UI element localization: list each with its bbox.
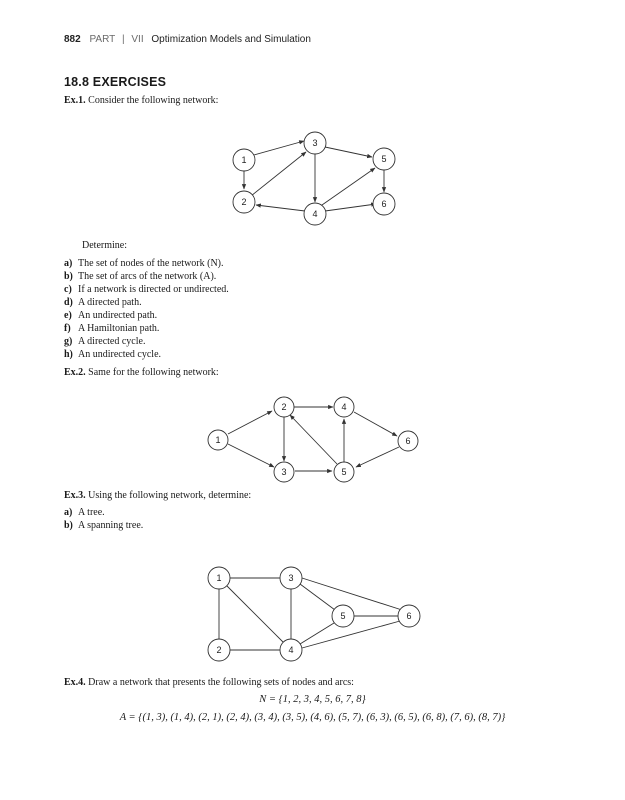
ex3-item-a: a) A tree. [64, 507, 105, 518]
part-label: PART [89, 34, 116, 45]
ex1-determine: Determine: [82, 240, 127, 251]
ex1-node-5 [373, 148, 395, 170]
ex2-prompt [64, 367, 219, 378]
svg-text:1: 1 [241, 155, 247, 165]
ex3-prompt [64, 490, 251, 501]
ex3-edge-3-5 [300, 584, 335, 610]
ex1-node-4 [304, 203, 326, 225]
svg-text:5: 5 [340, 611, 346, 621]
ex3-text: Using the following network, determine: [85, 490, 252, 501]
ex1-item-a: a) The set of nodes of the network (N). [64, 258, 224, 269]
ex1-node-1 [233, 149, 255, 171]
ex2-arc-5-2 [290, 415, 337, 464]
ex2-node-5 [334, 462, 354, 482]
svg-text:3: 3 [281, 467, 287, 477]
section-title: 18.8 EXERCISES [64, 75, 167, 89]
ex2-node-4 [334, 397, 354, 417]
ex2-node-2 [274, 397, 294, 417]
ex1-text: Consider the following network: [85, 95, 219, 106]
ex4-label: Ex.4. [64, 677, 86, 688]
svg-text:2: 2 [281, 402, 287, 412]
svg-text:1: 1 [215, 435, 221, 445]
svg-text:6: 6 [406, 611, 412, 621]
ex3-node-3 [280, 567, 302, 589]
svg-text:5: 5 [341, 467, 347, 477]
svg-text:1: 1 [216, 573, 222, 583]
ex1-item-f: f) A Hamiltonian path. [64, 323, 160, 334]
ex1-node-2 [233, 191, 255, 213]
ex1-arc-2-3 [251, 152, 306, 196]
ex1-label: Ex.1. [64, 95, 86, 106]
ex3-label: Ex.3. [64, 490, 86, 501]
ex1-arc-3-5 [325, 147, 372, 157]
ex3-node-6 [398, 605, 420, 627]
ex3-node-2 [208, 639, 230, 661]
ex3-node-5 [332, 605, 354, 627]
svg-text:6: 6 [405, 436, 411, 446]
ex4-nodes-formula: N = {1, 2, 3, 4, 5, 6, 7, 8} [259, 694, 366, 705]
ex1-arc-1-3 [254, 141, 304, 155]
svg-text:2: 2 [241, 197, 247, 207]
header-separator: | [122, 34, 125, 45]
ex4-prompt [64, 677, 354, 688]
svg-text:3: 3 [288, 573, 294, 583]
ex3-item-b: b) A spanning tree. [64, 520, 144, 531]
svg-text:4: 4 [341, 402, 347, 412]
ex2-node-3 [274, 462, 294, 482]
ex2-arc-4-6 [354, 412, 397, 436]
svg-text:3: 3 [312, 138, 318, 148]
ex2-arc-6-5 [356, 447, 399, 467]
page-number: 882 [64, 34, 81, 45]
ex1-item-c: c) If a network is directed or undirected. [64, 284, 229, 295]
svg-text:4: 4 [312, 209, 318, 219]
ex1-item-b: b) The set of arcs of the network (A). [64, 271, 217, 282]
ex1-item-e: e) An undirected path. [64, 310, 158, 321]
ex2-node-1 [208, 430, 228, 450]
ex3-node-1 [208, 567, 230, 589]
ex4-arcs-formula: A = {(1, 3), (1, 4), (2, 1), (2, 4), (3, 4), (3, 5), (4, 6), (5, 7), (6, 3), (6, 5), (6, 8), (7, 6), (8, 7)} [119, 712, 506, 723]
ex3-edge-3-6 [302, 578, 402, 610]
ex2-label: Ex.2. [64, 367, 86, 378]
ex1-item-h: h) An undirected cycle. [64, 349, 162, 360]
ex2-arc-1-2 [228, 411, 272, 434]
ex1-arc-4-6 [325, 204, 376, 211]
ex3-edge-1-4 [227, 586, 284, 643]
ex2-node-6 [398, 431, 418, 451]
ex1-item-g: g) A directed cycle. [64, 336, 146, 347]
ex1-arc-4-2 [256, 205, 305, 211]
book-section-title: Optimization Models and Simulation [151, 34, 311, 45]
ex4-text: Draw a network that presents the following sets of nodes and arcs: [85, 677, 354, 688]
ex3-edge-4-6 [302, 621, 400, 648]
ex1-item-d: d) A directed path. [64, 297, 142, 308]
svg-text:2: 2 [216, 645, 222, 655]
ex3-node-4 [280, 639, 302, 661]
ex1-node-6 [373, 193, 395, 215]
ex1-node-3 [304, 132, 326, 154]
svg-text:5: 5 [381, 154, 387, 164]
svg-text:6: 6 [381, 199, 387, 209]
ex2-arc-1-3 [228, 444, 274, 467]
ex1-arc-4-5 [322, 168, 375, 205]
part-number: VII [131, 34, 144, 45]
ex2-text: Same for the following network: [85, 367, 219, 378]
svg-text:4: 4 [288, 645, 294, 655]
